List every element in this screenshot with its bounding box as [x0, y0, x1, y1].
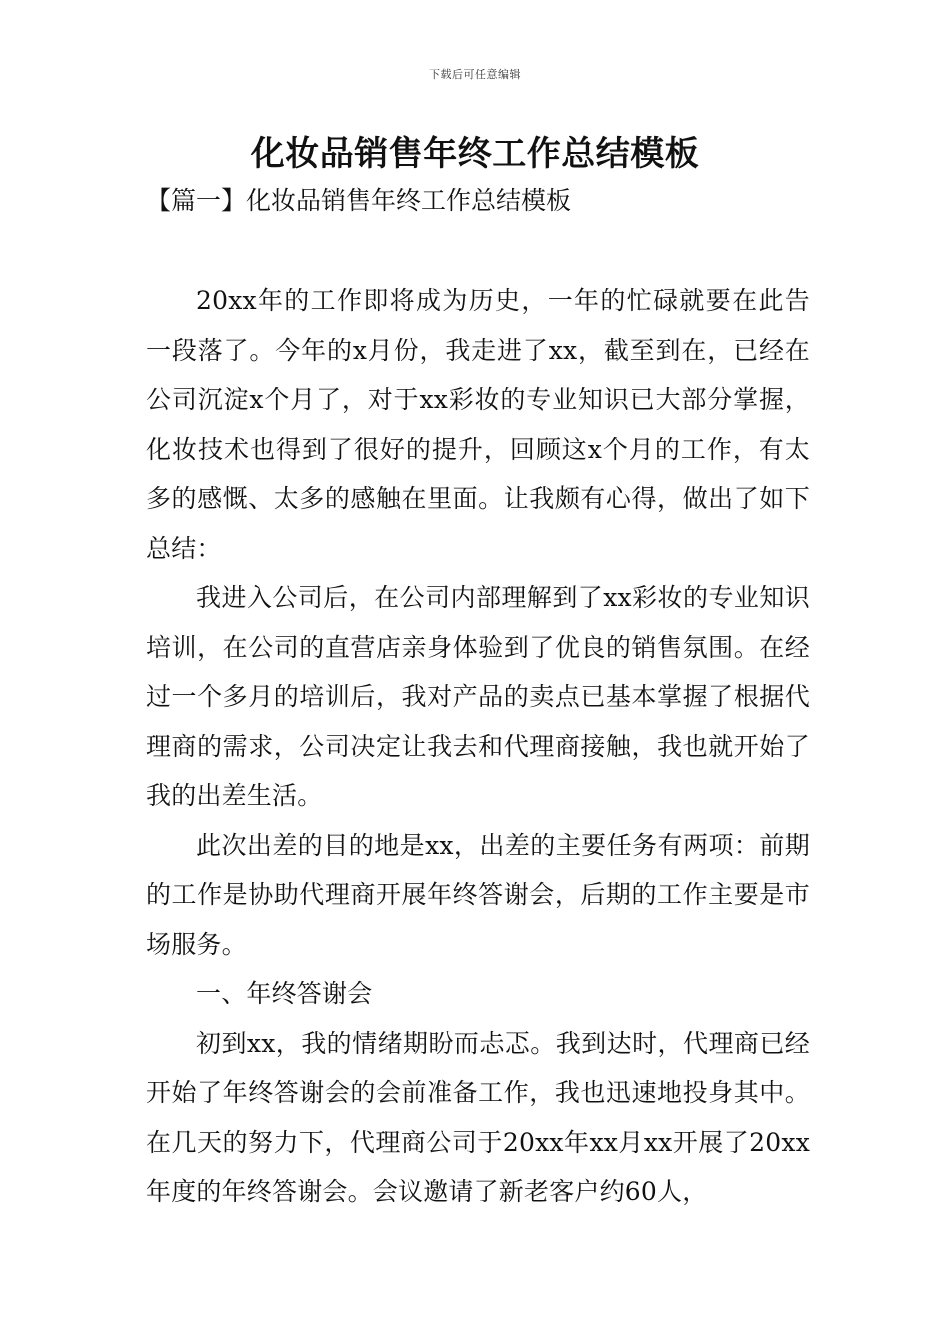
paragraph-annual-meeting: 初到xx，我的情绪期盼而忐忑。我到达时，代理商已经开始了年终答谢会的会前准备工作，我也迅速地投身其中。在几天的努力下，代理商公司于20xx年xx月xx开展了20xx年度的年终答谢会。会议邀请了新老客户约60人， — [146, 1028, 810, 1206]
section-heading: 【篇一】化妆品销售年终工作总结模板 — [146, 186, 572, 215]
subheading-annual-meeting: 一、年终答谢会 — [196, 979, 373, 1008]
paragraph-training: 我进入公司后，在公司内部理解到了xx彩妆的专业知识培训，在公司的直营店亲身体验到了优良的销售氛围。在经过一个多月的培训后，我对产品的卖点已基本掌握了根据代理商的需求，公司决定让我去和代理商接触，我也就开始了我的出差生活。 — [146, 583, 810, 810]
document-body — [146, 276, 810, 1217]
header-note: 下载后可任意编辑 — [429, 68, 521, 81]
document-title: 化妆品销售年终工作总结模板 — [250, 134, 700, 174]
paragraph-intro: 20xx年的工作即将成为历史，一年的忙碌就要在此告一段落了。今年的x月份，我走进了xx，截至到在，已经在公司沉淀x个月了，对于xx彩妆的专业知识已大部分掌握，化妆技术也得到了很好的提升，回顾这x个月的工作，有太多的感慨、太多的感触在里面。让我颇有心得，做出了如下总结： — [146, 286, 810, 563]
paragraph-business-trip: 此次出差的目的地是xx，出差的主要任务有两项：前期的工作是协助代理商开展年终答谢会，后期的工作主要是市场服务。 — [146, 830, 810, 959]
